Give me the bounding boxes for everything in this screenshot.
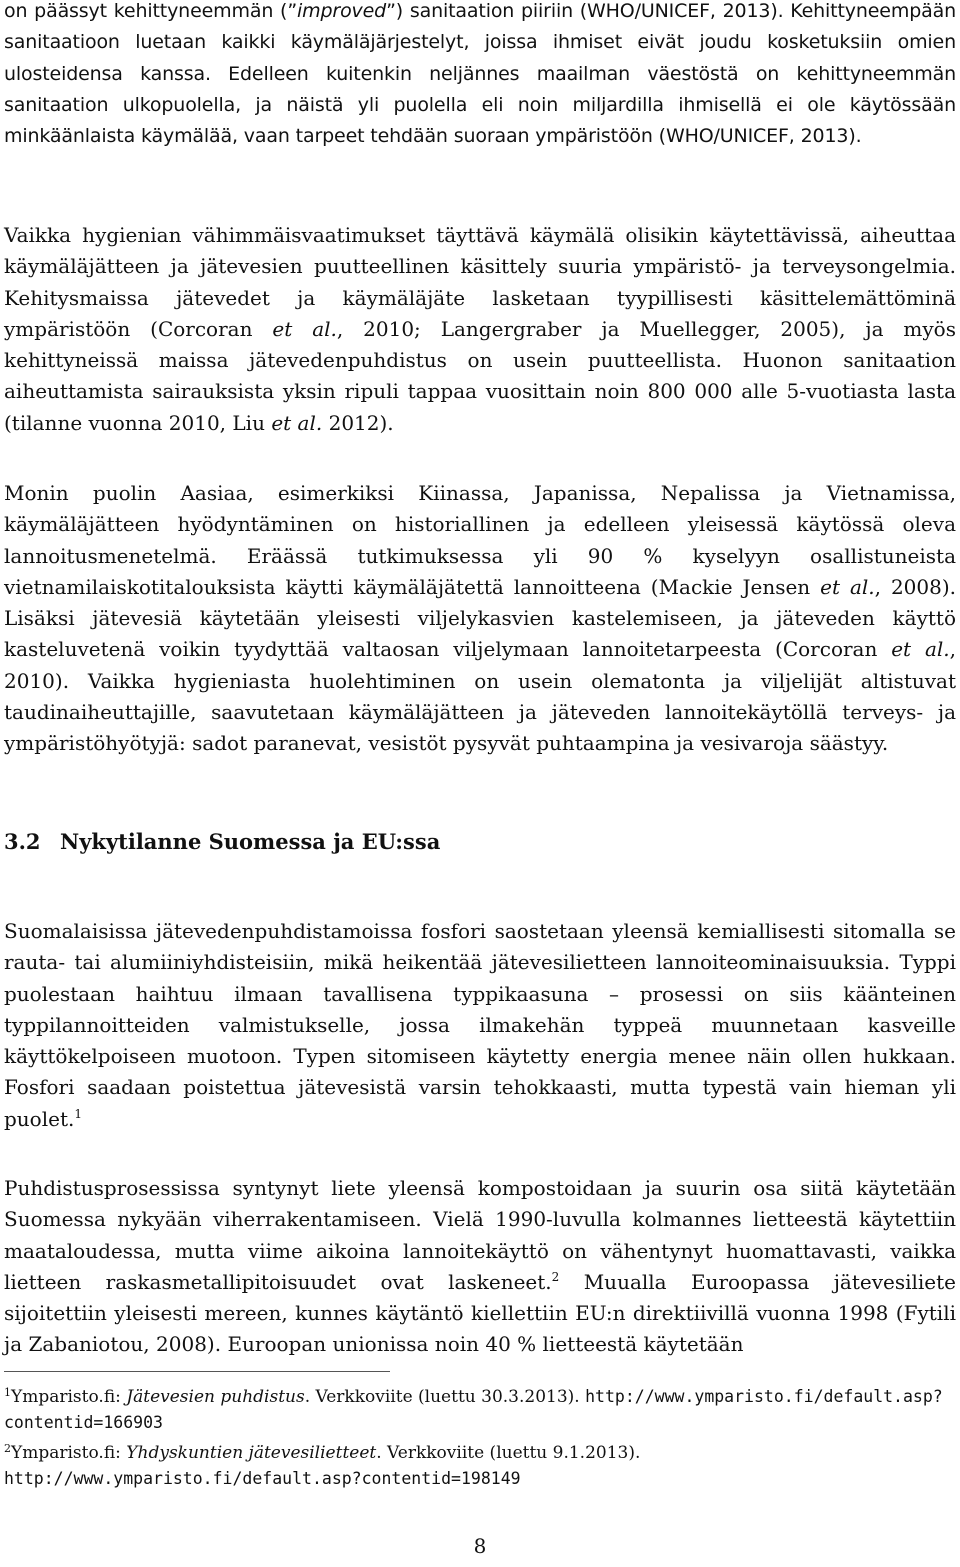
footnote-mark: 1 [4, 1386, 11, 1399]
et-al-citation: et al. [272, 316, 337, 341]
paragraph-2-text-b: , 2010; Langergraber ja Muellegger, 2005), ja myös kehittyneissä maissa jätevedenpuhdistus on usein puutteellista. Huonon sanitaation aiheuttamista sairauksista yksin ripuli tappaa vuosittain noin 800 000 alle 5-vuotiasta lasta (tilanne vuonna 2010, Liu [4, 316, 956, 435]
paragraph-1-text: ) sanitaation piiriin (WHO/UNICEF, 2013). Kehittyneempään sanitaatioon luetaan kaikki käymäläjärjestelyt, joissa ihmiset eivät joudu kosketuksiin omien ulosteidensa kanssa. Edelleen kuitenkin neljännes maailman väestöstä on kehittyneemmän sanitaation ulkopuolella, ja näistä yli puolella eli noin miljardilla ihmisellä ei ole käytössään minkäänlaista käymälää, vaan tarpeet tehdään suoraan ympäristöön (WHO/UNICEF, 2013). [4, 0, 956, 148]
footnote-title: Jätevesien puhdistus [126, 1387, 305, 1407]
section-number: 3.2 [4, 829, 41, 854]
footnote-1 [4, 1380, 956, 1436]
quote-open: ” [287, 0, 298, 22]
page-number: 8 [473, 1534, 487, 1558]
footnote-title: Yhdyskuntien jätevesilietteet [126, 1443, 377, 1463]
footnote-ref-2[interactable]: 2 [551, 1269, 560, 1284]
paragraph-2-text-c: 2012). [322, 410, 394, 435]
paragraph-2 [4, 220, 956, 439]
paragraph-5-text-a: Puhdistusprosessissa syntynyt liete yleensä kompostoidaan ja suurin osa siitä käytetään Suomessa nykyään viherrakentamiseen. Vielä 1990-luvulla kolmannes lietteestä käytettiin maataloudessa, mutta viime aikoina lannoitekäyttö on vähentynyt huomattavasti, vaikka lietteen raskasmetallipitoisuudet ovat laskeneet. [4, 1176, 956, 1294]
paragraph-3-text-b: , 2008). Lisäksi jätevesiä käytetään yleisesti viljelykasvien kastelemiseen, ja jäteveden käyttö kasteluvetenä voikin tyydyttää valtaosan viljelymaan lannoitetarpeesta (Corcoran [4, 574, 956, 662]
footnote-url-link[interactable]: http://www.ymparisto.fi/default.asp?contentid=198149 [4, 1469, 521, 1488]
paragraph-1-lead: on päässyt kehittyneemmän ( [4, 0, 288, 22]
footnote-source: Ymparisto.fi: [11, 1443, 127, 1463]
paragraph-2-text-a: Vaikka hygienian vähimmäisvaatimukset täyttävä käymälä olisikin käytettävissä, aiheuttaa käymäläjätteen ja jätevesien puutteellinen käsittely suuria ympäristö- ja terveysongelmia. Kehitysmaissa jätevedet ja käymäläjäte lasketaan tyypillisesti käsittelemättöminä ympäristöön (Corcoran [4, 223, 956, 341]
paragraph-3-text-a: Monin puolin Aasiaa, esimerkiksi Kiinassa, Japanissa, Nepalissa ja Vietnamissa, käymäläjätteen hyödyntäminen on historiallinen ja edelleen yleisessä käytössä oleva lannoitusmenetelmä. Eräässä tutkimuksessa yli 90 % kyselyyn osallistuneista vietnamilaiskotitalouksista käytti käymäläjätettä lannoitteena (Mackie Jensen [4, 481, 956, 599]
paragraph-1 [4, 0, 956, 152]
footnotes [4, 1380, 956, 1492]
improved-term: improved [297, 0, 387, 22]
quote-close: ” [386, 0, 396, 22]
footnote-ref-1[interactable]: 1 [74, 1106, 82, 1121]
paragraph-4-text: Suomalaisissa jätevedenpuhdistamoissa fosfori saostetaan yleensä kemiallisesti sitomalla se rauta- tai alumiiniyhdisteisiin, mikä heikentää jätevesilietteen lannoiteominaisuuksia. Typpi puolestaan haihtuu ilmaan tavallisena typpikaasuna – prosessi on siis käänteinen typpilannoitteiden valmistukselle, jossa ilmakehän typpeä muunnetaan kasveille käyttökelpoiseen muotoon. Typen sitomiseen käytetty energia menee näin ollen hukkaan. Fosfori saadaan poistettua jätevesistä varsin tehokkaasti, mutta typestä vain hieman yli puolet. [4, 919, 956, 1131]
footnote-access-note: . Verkkoviite (luettu 30.3.2013). [304, 1387, 586, 1407]
section-heading [4, 826, 440, 858]
footnote-divider [4, 1371, 390, 1372]
et-al-citation: et al. [820, 574, 875, 599]
paragraph-5 [4, 1173, 956, 1361]
et-al-citation: et al. [271, 410, 323, 435]
paragraph-4 [4, 916, 956, 1135]
paragraph-3-text-c: , 2010). Vaikka hygieniasta huolehtiminen on usein olematonta ja viljelijät altistuvat taudinaiheuttajille, saavutetaan käymäläjätteen ja jäteveden lannoitekäytöllä terveys- ja ympäristöhyötyjä: sadot paranevat, vesistöt pysyvät puhtaampina ja vesivaroja säästyy. [4, 637, 956, 756]
footnote-source: Ymparisto.fi: [11, 1387, 127, 1407]
footnote-url-link[interactable]: http://www.ymparisto.fi/default.asp?contentid=166903 [4, 1387, 943, 1432]
paragraph-5-text-b: Muualla Euroopassa jätevesiliete sijoitettiin yleisesti mereen, kunnes käytäntö kiellettiin EU:n direktiivillä vuonna 1998 (Fytili ja Zabaniotou, 2008). Euroopan unionissa noin 40 % lietteestä käytetään [4, 1269, 956, 1357]
footnote-mark: 2 [4, 1442, 11, 1455]
footnote-access-note: . Verkkoviite (luettu 9.1.2013). [376, 1443, 641, 1463]
section-title: Nykytilanne Suomessa ja EU:ssa [60, 829, 441, 854]
paragraph-3 [4, 478, 956, 760]
footnote-2 [4, 1436, 956, 1492]
et-al-citation: et al. [891, 637, 950, 662]
